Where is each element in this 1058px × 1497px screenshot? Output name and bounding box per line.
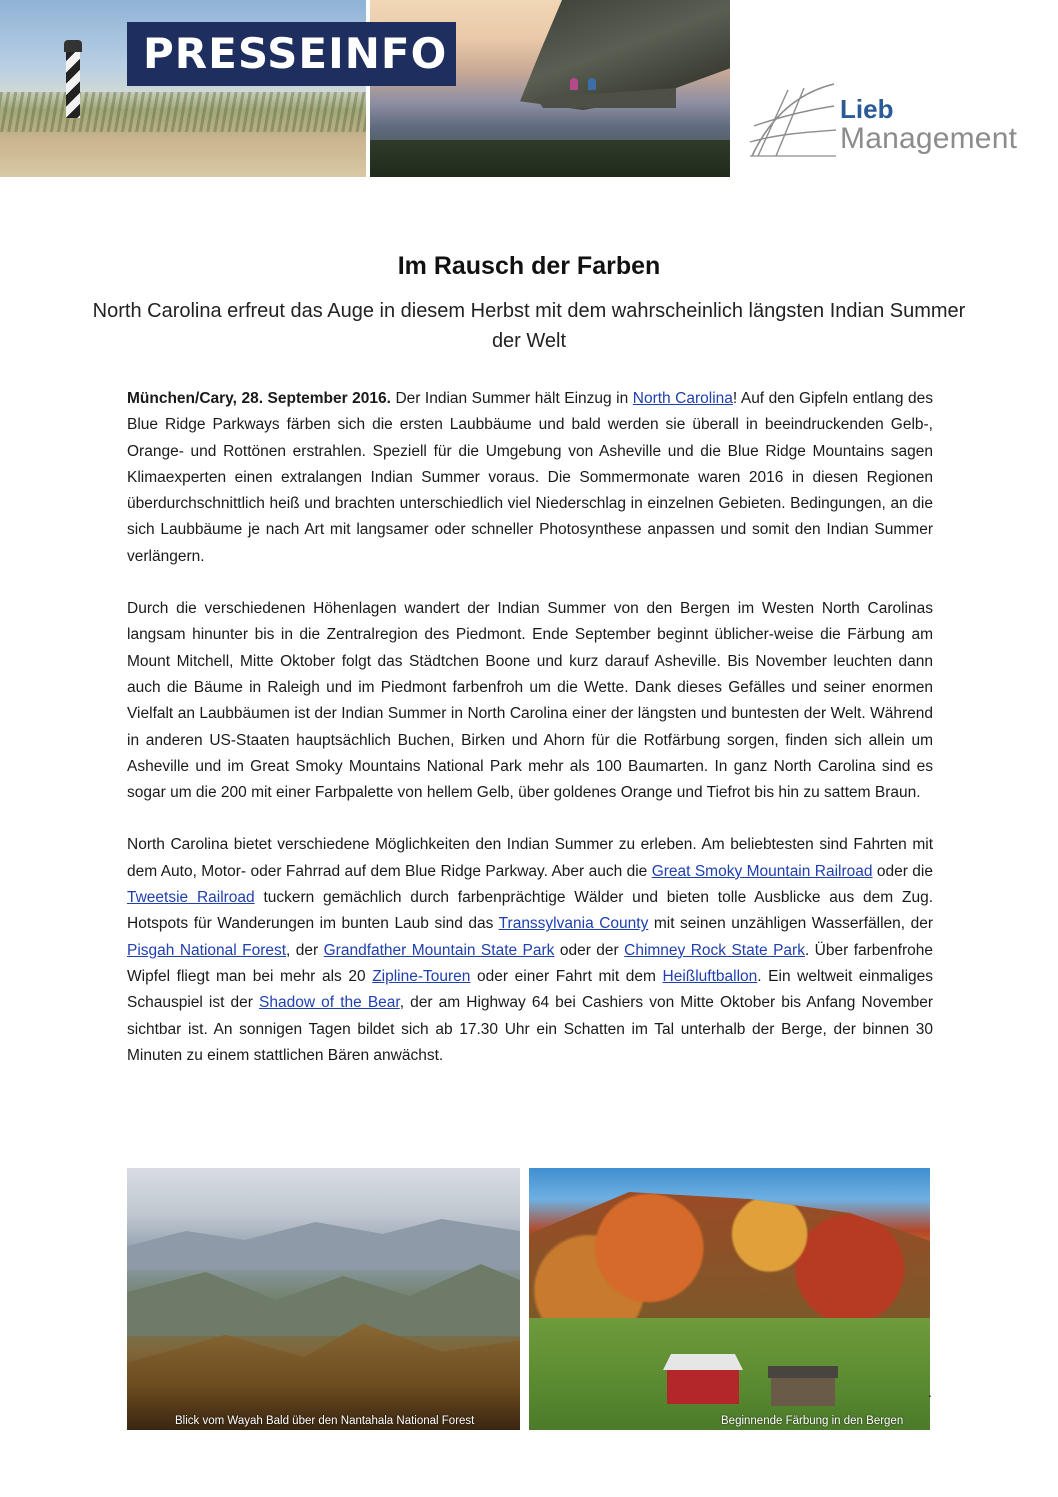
link-heissluftballon[interactable]: Heißluftballon — [662, 967, 758, 985]
link-north-carolina[interactable]: North Carolina — [632, 390, 733, 407]
distant-ridge — [127, 1210, 520, 1270]
link-zipline-touren[interactable]: Zipline-Touren — [372, 967, 471, 985]
paragraph-3-text-8: oder einer Fahrt mit dem — [470, 967, 663, 985]
link-pisgah-national-forest[interactable]: Pisgah National Forest — [127, 941, 287, 959]
paragraph-3-text-10: , der am Highway 64 bei Cashiers von Mitte Oktober bis Anfang November sichtbar ist. An sonnigen Tagen bildet sich ab 17.30 Uhr ein Schatten im Tal unterhalb der Berge, der binnen 30 Minuten zu einem stattlichen Bären anwächst. — [127, 994, 934, 1064]
paragraph-3-text-5: , der — [286, 941, 324, 959]
logo-management-text: Management — [840, 122, 1018, 155]
autumn-hillside — [529, 1192, 930, 1332]
header-banner — [0, 0, 730, 177]
paragraph-3-text-2: oder die — [872, 862, 933, 880]
paragraph-2: Durch die verschiedenen Höhenlagen wandert der Indian Summer von den Bergen im Westen North Carolinas langsam hinunter bis in die Zentralregion des Piedmont. Ende September beginnt üblicher-weise die Färbung am Mount Mitchell, Mitte Oktober folgt das Städtchen Boone und kurz darauf Asheville. Bis November leuchten dann auch die Bäume in Raleigh und im Piedmont farbenfroh um die Wette. Dank dieses Gefälles und seiner enormen Vielfalt an Laubbäumen ist der Indian Summer in North Carolina einer der längsten und buntesten der Welt. Während in anderen US-Staaten hauptsächlich Buchen, Birken und Ahorn für die Rotfärbung sorgen, finden sich allein um Asheville und im Great Smoky Mountains National Park mehr als 100 Baumarten. In ganz North Carolina sind es sogar um die 200 mit einer Farbpalette von hellem Gelb, über goldenes Orange und Tiefrot bis hin zu sattem Braun. — [127, 600, 933, 802]
wooden-shed — [771, 1376, 835, 1406]
paragraph-3-text-7: . Über farbenfrohe Wipfel fliegt man bei mehr als 20 — [127, 941, 933, 985]
lieb-management-logo — [748, 82, 1048, 162]
paragraph-1 — [127, 386, 933, 570]
logo-lieb-text: Lieb — [840, 94, 894, 124]
paragraph-3-text-6: oder der — [554, 941, 625, 959]
link-grandfather-mountain-state-park[interactable]: Grandfather Mountain State Park — [323, 941, 555, 959]
right-photo-caption: Beginnende Färbung in den Bergen — [721, 1415, 904, 1427]
paragraph-3 — [127, 832, 933, 1069]
link-great-smoky-mountain-railroad[interactable]: Great Smoky Mountain Railroad — [651, 862, 873, 880]
link-transsylvania-county[interactable]: Transsylvania County — [498, 915, 649, 933]
trailing-period: . — [928, 1384, 932, 1400]
autumn-hills-photo — [529, 1168, 930, 1430]
paragraph-3-text-4: mit seinen unzähligen Wasserfällen, der — [648, 915, 933, 933]
article-headline: Im Rausch der Farben — [397, 252, 661, 280]
presseinfo-title-box — [127, 22, 456, 86]
paragraph-3-text-9: . Ein weltweit einmaliges Schauspiel ist der — [127, 967, 934, 1012]
article-subheadline: North Carolina erfreut das Auge in diesem Herbst mit dem wahrscheinlich längsten Indian Summer der Welt — [92, 300, 966, 352]
lighthouse-icon — [66, 50, 80, 118]
left-photo-caption: Blick vom Wayah Bald über den Nantahala National Forest — [175, 1415, 475, 1427]
logo-swoosh-icon — [748, 82, 838, 162]
paragraph-1-text-a: Der Indian Summer hält Einzug in — [390, 390, 633, 407]
article-body — [127, 386, 933, 1095]
forest-strip — [370, 140, 730, 177]
hikers-figures — [566, 76, 606, 90]
dune-grass — [0, 92, 366, 132]
wayah-bald-photo — [127, 1168, 520, 1430]
paragraph-1-text-b: ! Auf den Gipfeln entlang des Blue Ridge Parkways färben sich die ersten Laubbäume und bald werden sie überall in beeindruckenden Gelb-, Orange- und Rottönen erstrahlen. Speziell für die Umgebung von Asheville und die Blue Ridge Mountains sagen Klimaexperten einen extralangen Indian Summer voraus. Die Sommermonate waren 2016 in diesen Regionen überdurchschnittlich heiß und brachten unterschiedlich viel Niederschlag in einzelnen Gebieten. Bedingungen, an die sich Laubbäume je nach Art mit langsamer oder schneller Photosynthese anpassen und somit den Indian Summer verlängern. — [127, 390, 933, 565]
link-chimney-rock-state-park[interactable]: Chimney Rock State Park — [624, 941, 805, 959]
dateline: München/Cary, 28. September 2016. — [127, 390, 391, 407]
link-tweetsie-railroad[interactable]: Tweetsie Railroad — [127, 889, 255, 907]
paragraph-3-text-3: tuckern gemächlich durch farbenprächtige Wälder und bieten tolle Ausblicke aus dem Zug. Hotspots für Wanderungen im bunten Laub sind das — [127, 889, 933, 933]
banner-title: PRESSEINFO — [143, 29, 448, 78]
link-shadow-of-the-bear[interactable]: Shadow of the Bear — [259, 994, 400, 1012]
red-barn — [667, 1368, 739, 1404]
paragraph-3-text-1: North Carolina bietet verschiedene Möglichkeiten den Indian Summer zu erleben. Am beliebtesten sind Fahrten mit dem Auto, Motor- oder Fahrrad auf dem Blue Ridge Parkway. Aber auch die — [127, 836, 933, 880]
